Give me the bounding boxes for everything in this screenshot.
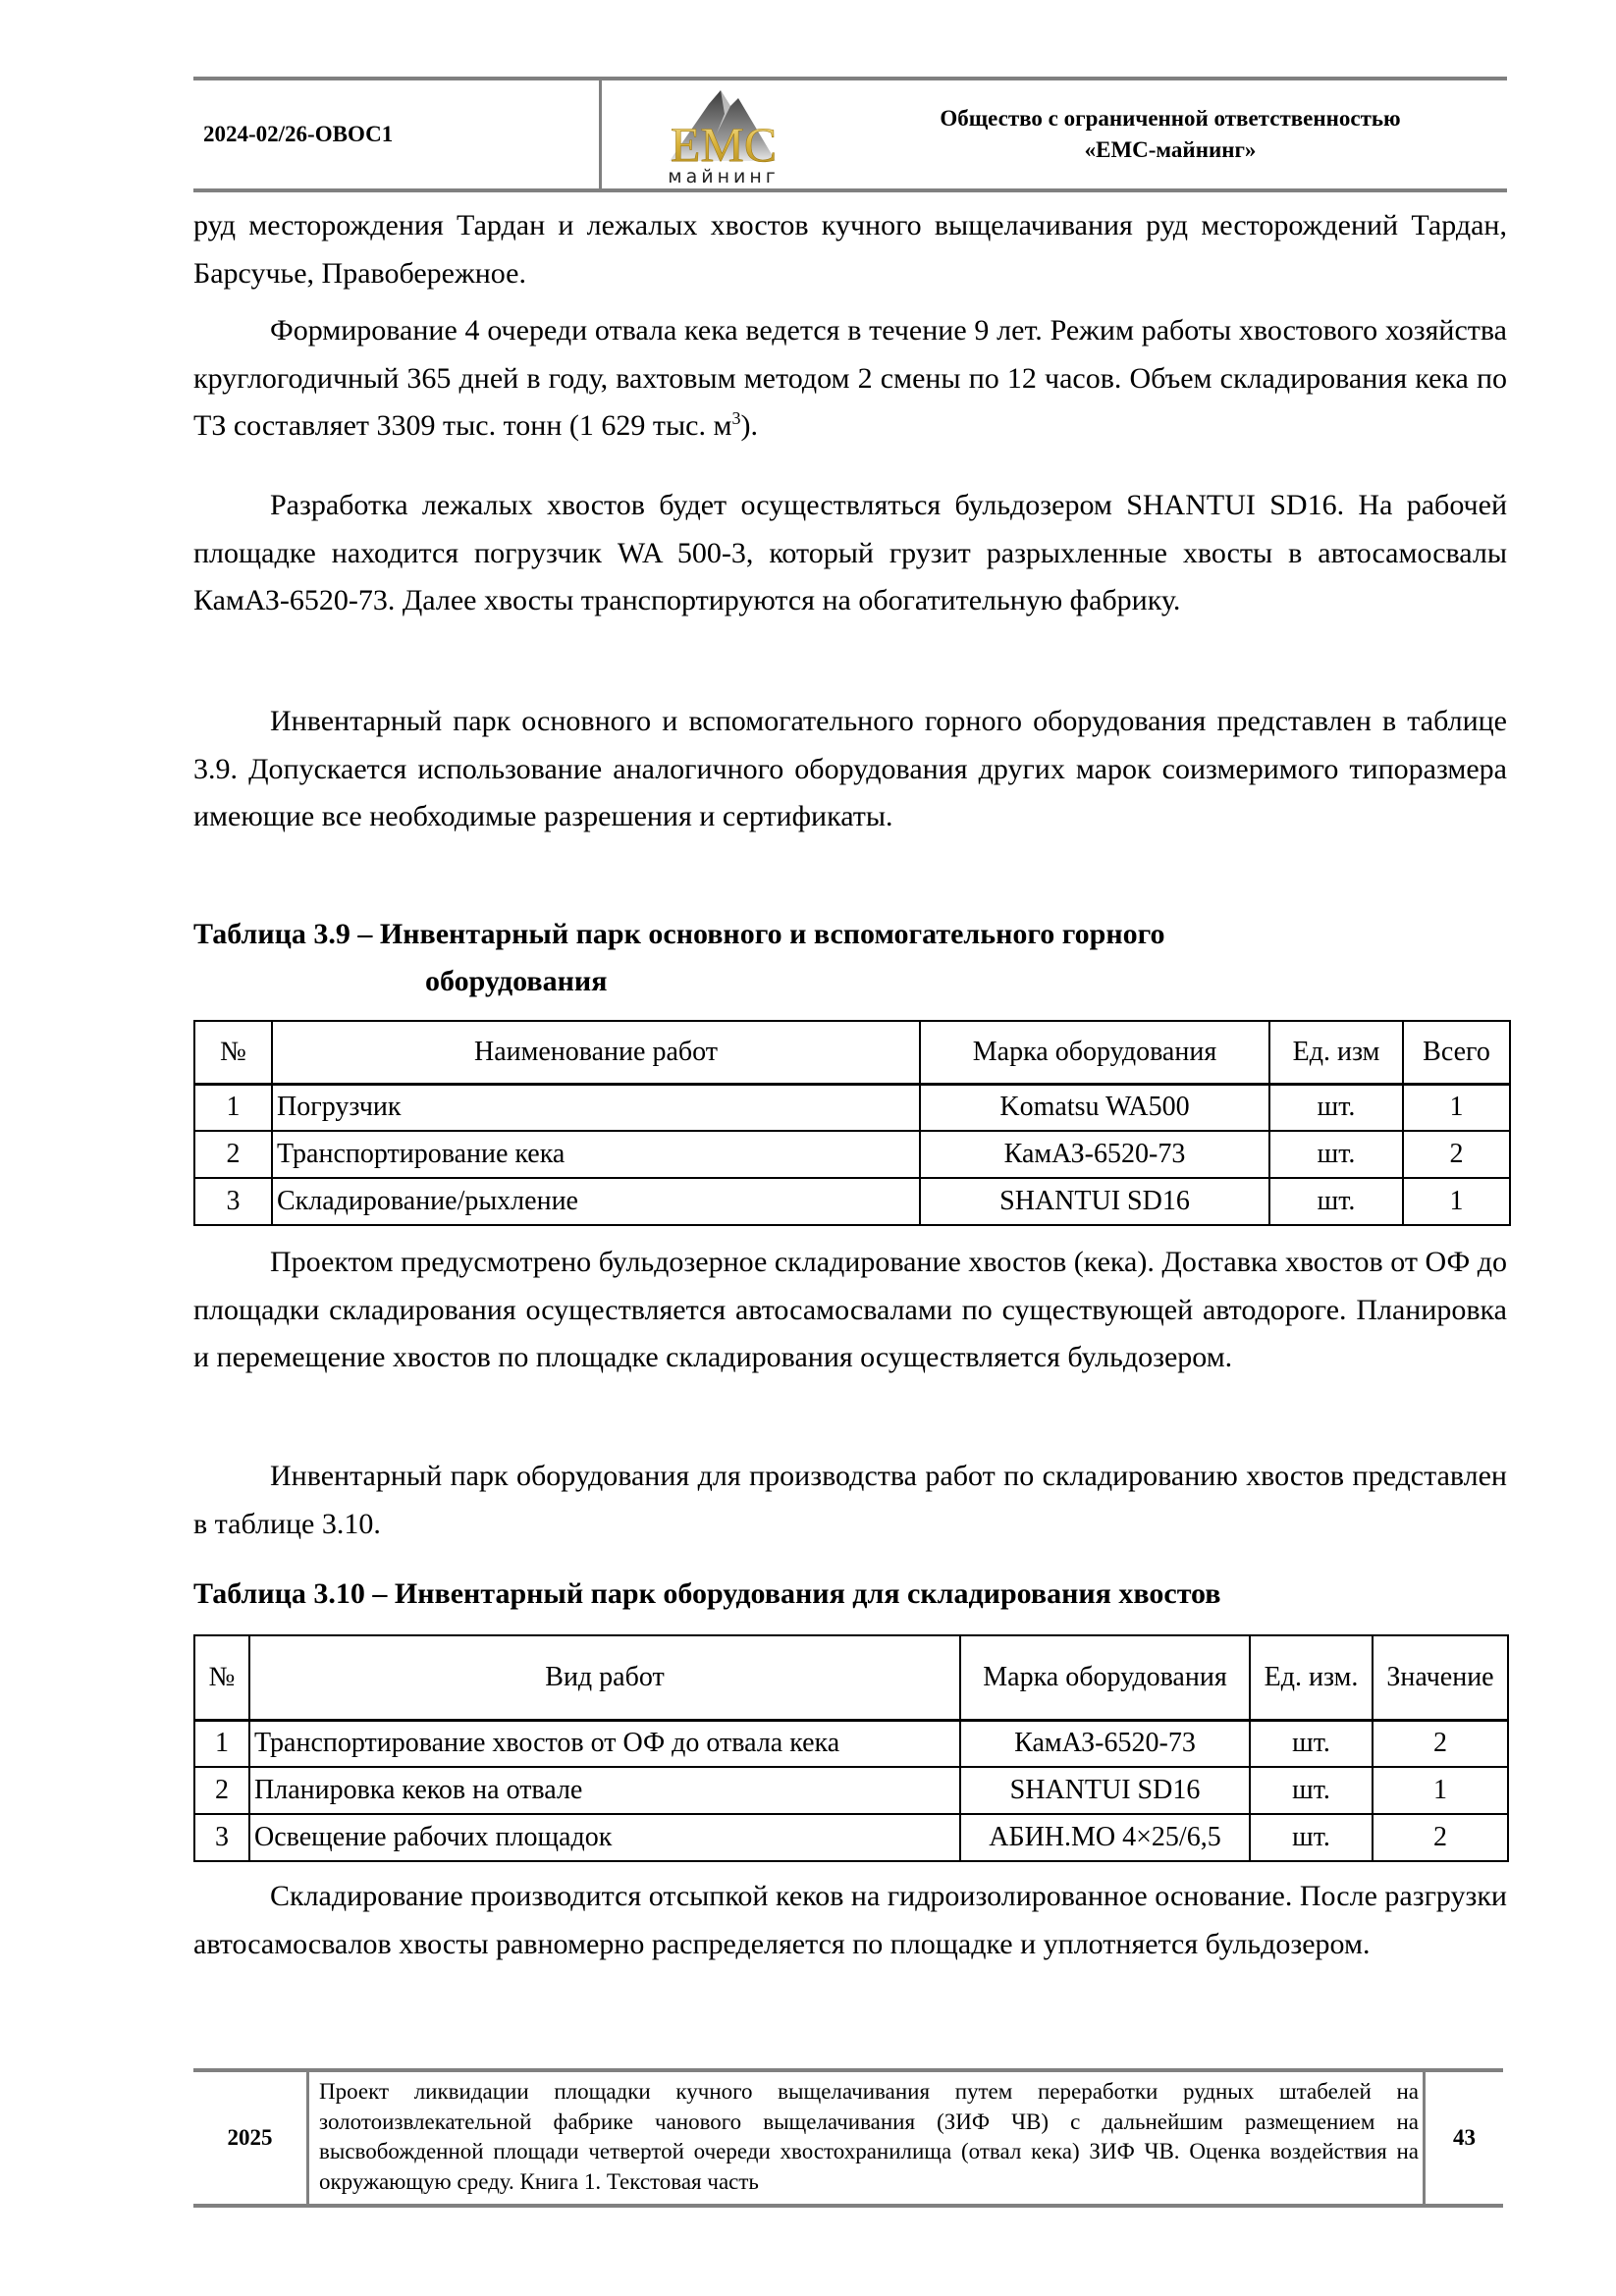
cell-number: 3 [194,1178,272,1225]
table-3-9 [193,1020,1511,1226]
table-3-10 [193,1634,1509,1862]
cell-number: 2 [194,1767,249,1814]
table39-caption-line1: Таблица 3.9 – Инвентарный парк основного и вспомогательного горного [193,918,1165,950]
col-equipment-brand: Марка оборудования [960,1635,1250,1720]
paragraph-3: Разработка лежалых хвостов будет осуществляться бульдозером SHANTUI SD16. На рабочей площадке находится погрузчик WA 500-3, который грузит разрыхленные хвосты в автосамосвалы КамАЗ-6520-73. Далее хвосты транспортируются на обогатительную фабрику. [193,489,1507,616]
org-line-1: Общество с ограниченной ответственностью [940,106,1401,131]
page-number: 43 [1453,2125,1476,2150]
paragraph-7: Складирование производится отсыпкой кеков на гидроизолированное основание. После разгрузки автосамосвалов хвосты равномерно распределяется по площадке и уплотняется бульдозером. [193,1880,1507,1960]
cell-unit: шт. [1250,1720,1373,1767]
body-block-4 [193,698,1507,841]
cell-total: 2 [1403,1131,1510,1178]
table39-caption [193,911,1507,1005]
cell-unit: шт. [1269,1131,1403,1178]
body-block-3 [193,482,1507,625]
paragraph-2 [193,307,1507,451]
table-row [194,1178,1510,1225]
company-logo [640,84,807,187]
body-block-6 [193,1453,1507,1548]
footer-divider-left [306,2072,309,2204]
cell-value: 2 [1373,1720,1508,1767]
cell-work-name: Складирование/рыхление [272,1178,920,1225]
table-header-row [194,1635,1508,1720]
superscript-3: 3 [731,408,741,428]
document-code: 2024-02/26-ОВОС1 [203,122,394,146]
mountain-logo-icon [640,84,807,187]
svg-text:майнинг: майнинг [668,166,780,187]
col-work-name: Наименование работ [272,1021,920,1084]
col-unit: Ед. изм [1269,1021,1403,1084]
paragraph-4: Инвентарный парк основного и вспомогательного горного оборудования представлен в таблице 3.9. Допускается использование аналогичного оборудования других марок соизмеримого типоразмера имеющие все необходимые разрешения и сертификаты. [193,705,1507,832]
table-row [194,1767,1508,1814]
org-line-2: «ЕМС-майнинг» [1084,137,1257,162]
cell-equipment-brand: SHANTUI SD16 [960,1767,1250,1814]
table-row [194,1720,1508,1767]
page-header [193,77,1507,192]
cell-number: 1 [194,1084,272,1131]
col-work-type: Вид работ [249,1635,960,1720]
cell-number: 3 [194,1814,249,1861]
cell-equipment-brand: КамАЗ-6520-73 [960,1720,1250,1767]
table-row [194,1814,1508,1861]
footer-year: 2025 [227,2125,273,2150]
cell-unit: шт. [1269,1084,1403,1131]
table39-caption-line2: оборудования [425,965,608,997]
paragraph-2-end: ). [740,409,758,442]
cell-work-type: Освещение рабочих площадок [249,1814,960,1861]
cell-number: 1 [194,1720,249,1767]
header-divider [599,80,602,188]
cell-work-type: Транспортирование хвостов от ОФ до отвала кека [249,1720,960,1767]
cell-work-name: Транспортирование кека [272,1131,920,1178]
table-header-row [194,1021,1510,1084]
table310-caption [193,1571,1507,1618]
cell-value: 1 [1373,1767,1508,1814]
page-footer [193,2068,1503,2208]
cell-equipment-brand: SHANTUI SD16 [920,1178,1269,1225]
body-block-2 [193,307,1507,451]
table-row [194,1084,1510,1131]
cell-equipment-brand: Komatsu WA500 [920,1084,1269,1131]
body-block-1 [193,202,1507,297]
cell-number: 2 [194,1131,272,1178]
cell-unit: шт. [1250,1814,1373,1861]
svg-text:EMC: EMC [670,117,778,172]
col-equipment-brand: Марка оборудования [920,1021,1269,1084]
footer-project-title: Проект ликвидации площадки кучного выщелачивания путем переработки рудных штабелей на золотоизвлекательной фабрике чанового выщелачивания (ЗИФ ЧВ) с дальнейшим размещением на высвобожденной площади четвертой очереди хвостохранилища (отвал кека) ЗИФ ЧВ. Оценка воздействия на окружающую среду. Книга 1. Текстовая часть [319,2079,1419,2194]
cell-unit: шт. [1269,1178,1403,1225]
col-total: Всего [1403,1021,1510,1084]
paragraph-5: Проектом предусмотрено бульдозерное складирование хвостов (кека). Доставка хвостов от ОФ до площадки складирования осуществляется автосамосвалами по существующей автодороге. Планировка и перемещение хвостов по площадке складирования осуществляется бульдозером. [193,1246,1507,1373]
table-row [194,1131,1510,1178]
cell-total: 1 [1403,1084,1510,1131]
col-unit: Ед. изм. [1250,1635,1373,1720]
col-number: № [194,1635,249,1720]
cell-value: 2 [1373,1814,1508,1861]
col-value: Значение [1373,1635,1508,1720]
cell-total: 1 [1403,1178,1510,1225]
table310-caption-text: Таблица 3.10 – Инвентарный парк оборудования для складирования хвостов [193,1577,1221,1610]
paragraph-2-text: Формирование 4 очереди отвала кека ведется в течение 9 лет. Режим работы хвостового хозяйства круглогодичный 365 дней в году, вахтовым методом 2 смены по 12 часов. Объем складирования кека по ТЗ составляет 3309 тыс. тонн (1 629 тыс. м [193,314,1507,442]
col-number: № [194,1021,272,1084]
cell-unit: шт. [1250,1767,1373,1814]
paragraph-1: руд месторождения Тардан и лежалых хвостов кучного выщелачивания руд месторождений Тардан, Барсучье, Правобережное. [193,209,1507,290]
organization-name [841,80,1499,188]
body-block-7 [193,1873,1507,1968]
cell-work-type: Планировка кеков на отвале [249,1767,960,1814]
paragraph-6: Инвентарный парк оборудования для производства работ по складированию хвостов представлен в таблице 3.10. [193,1460,1507,1540]
cell-work-name: Погрузчик [272,1084,920,1131]
cell-equipment-brand: КамАЗ-6520-73 [920,1131,1269,1178]
body-block-5 [193,1239,1507,1382]
cell-equipment-brand: АБИН.МО 4×25/6,5 [960,1814,1250,1861]
